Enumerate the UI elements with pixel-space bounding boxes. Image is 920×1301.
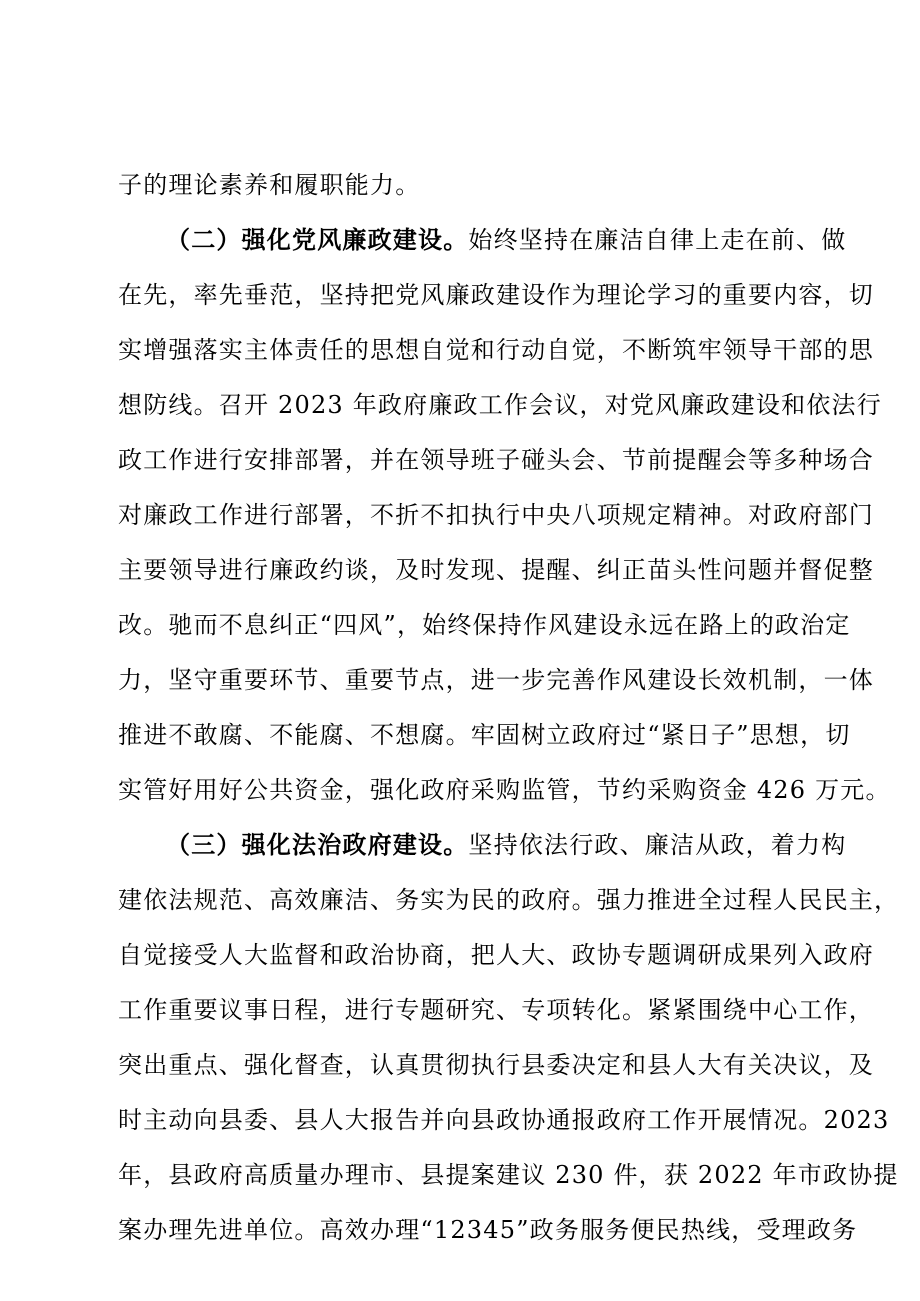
section-3-line-2: 建依法规范、高效廉洁、务实为民的政府。强力推进全过程人民民主， — [118, 886, 900, 914]
section-2-line-7: 主要领导进行廉政约谈，及时发现、提醒、纠正苗头性问题并督促整 — [118, 556, 874, 584]
section-2-line-5: 政工作进行安排部署，并在领导班子碰头会、节前提醒会等多种场合 — [118, 446, 874, 474]
section-3-first-line-text: 坚持依法行政、廉洁从政，着力构 — [468, 831, 847, 859]
intro-line-1: 子的理论素养和履职能力。 — [118, 171, 421, 199]
section-3-line-6: 时主动向县委、县人大报告并向县政协通报政府工作开展情况。2023 — [118, 1106, 890, 1134]
section-2-first-line — [166, 226, 846, 254]
section-2-line-2: 在先，率先垂范，坚持把党风廉政建设作为理论学习的重要内容，切 — [118, 281, 874, 309]
section-2-first-line-text: 始终坚持在廉洁自律上走在前、做 — [468, 226, 847, 254]
section-2-line-4: 想防线。召开 2023 年政府廉政工作会议，对党风廉政建设和依法行 — [118, 391, 882, 419]
section-2-line-10: 推进不敢腐、不能腐、不想腐。牢固树立政府过“紧日子”思想，切 — [118, 721, 851, 749]
section-2-line-9: 力，坚守重要环节、重要节点，进一步完善作风建设长效机制，一体 — [118, 666, 874, 694]
section-2-heading: （二）强化党风廉政建设。 — [166, 226, 469, 254]
section-3-first-line — [166, 831, 846, 859]
section-2-line-3: 实增强落实主体责任的思想自觉和行动自觉，不断筑牢领导干部的思 — [118, 336, 874, 364]
section-2-line-11: 实管好用好公共资金，强化政府采购监管，节约采购资金 426 万元。 — [118, 776, 891, 804]
section-3-line-7: 年，县政府高质量办理市、县提案建议 230 件，获 2022 年市政协提 — [118, 1161, 899, 1189]
section-3-line-8: 案办理先进单位。高效办理“12345”政务服务便民热线，受理政务 — [118, 1216, 858, 1244]
section-3-line-5: 突出重点、强化督查，认真贯彻执行县委决定和县人大有关决议，及 — [118, 1051, 874, 1079]
section-3-heading: （三）强化法治政府建设。 — [166, 831, 469, 859]
section-2-line-6: 对廉政工作进行部署，不折不扣执行中央八项规定精神。对政府部门 — [118, 501, 874, 529]
section-3-line-3: 自觉接受人大监督和政治协商，把人大、政协专题调研成果列入政府 — [118, 941, 874, 969]
section-3-line-4: 工作重要议事日程，进行专题研究、专项转化。紧紧围绕中心工作， — [118, 996, 874, 1024]
section-2-line-8: 改。驰而不息纠正“四风”，始终保持作风建设永远在路上的政治定 — [118, 611, 851, 639]
